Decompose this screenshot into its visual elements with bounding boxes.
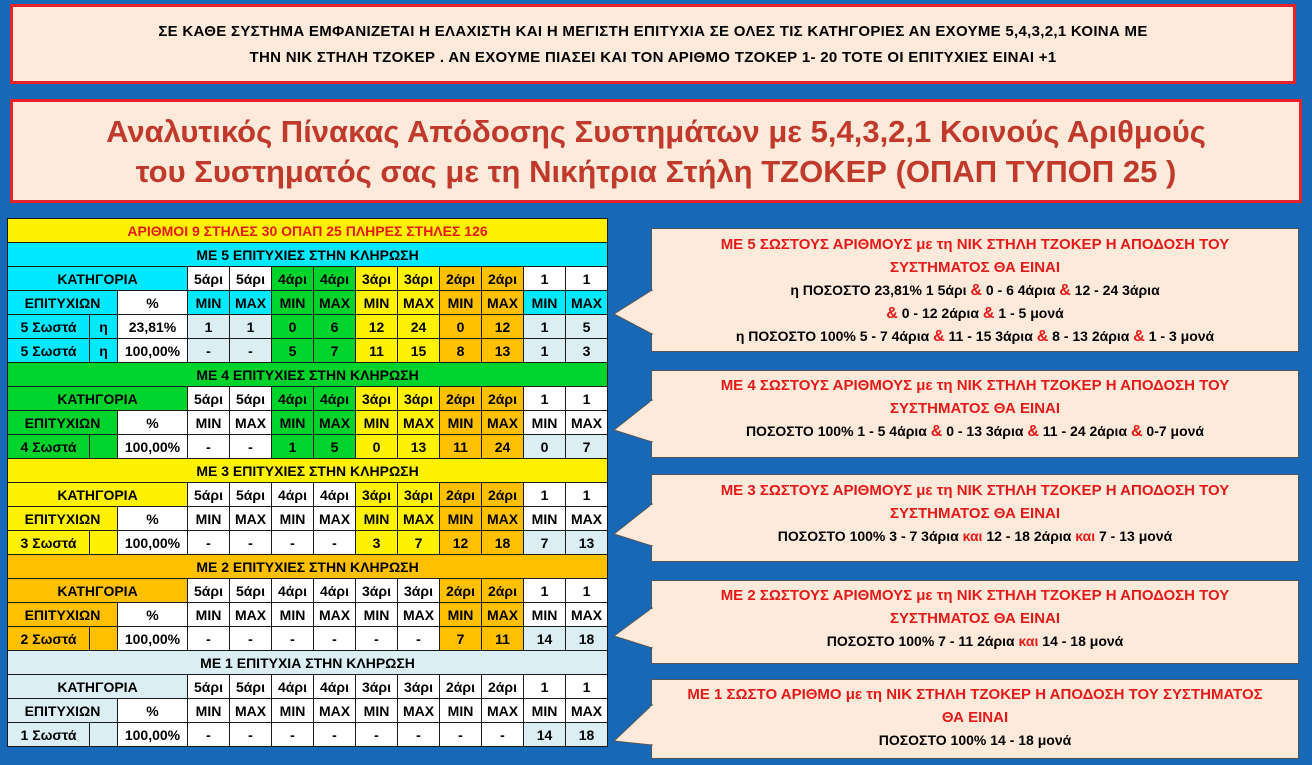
value-cell: - bbox=[272, 723, 314, 747]
value-cell: 1 bbox=[230, 315, 272, 339]
data-row bbox=[8, 531, 608, 555]
info-row bbox=[8, 219, 608, 243]
minmax-header: MAX bbox=[314, 507, 356, 531]
value-cell: - bbox=[188, 627, 230, 651]
minmax-header: MIN bbox=[188, 507, 230, 531]
value-cell: - bbox=[230, 339, 272, 363]
minmax-header: MAX bbox=[482, 603, 524, 627]
successes-label: ΕΠΙΤΥΧΙΩΝ bbox=[8, 411, 118, 435]
minmax-header: MIN bbox=[356, 291, 398, 315]
ampersand: & bbox=[1036, 328, 1049, 345]
value-cell: 12 bbox=[356, 315, 398, 339]
ampersand: & bbox=[970, 282, 982, 299]
group-header: 3άρι bbox=[398, 387, 440, 411]
value-cell: 13 bbox=[566, 531, 608, 555]
group-header: 4άρι bbox=[314, 267, 356, 291]
text: 0 - 13 3άρια bbox=[946, 423, 1024, 439]
minmax-header: MIN bbox=[524, 411, 566, 435]
percent-label: % bbox=[118, 291, 188, 315]
minmax-header: MAX bbox=[482, 507, 524, 531]
row-eta bbox=[90, 531, 118, 555]
minmax-header: MAX bbox=[482, 411, 524, 435]
text: η ΠΟΣΟΣΤΟ 23,81% 1 5άρι bbox=[790, 282, 967, 298]
bubble-2-heading-1: ΜΕ 2 ΣΩΣΤΟΥΣ ΑΡΙΘΜΟΥΣ με τη ΝΙΚ ΣΤΗΛΗ ΤΖΟΚΕΡ Η ΑΠΟΔΟΣΗ ΤΟΥ bbox=[720, 587, 1230, 604]
value-cell: 11 bbox=[440, 435, 482, 459]
minmax-row bbox=[8, 507, 608, 531]
value-cell: 0 bbox=[440, 315, 482, 339]
group-header: 3άρι bbox=[398, 579, 440, 603]
category-label: ΚΑΤΗΓΟΡΙΑ bbox=[8, 483, 188, 507]
section-heading: ΜΕ 3 ΕΠΙΤΥΧΙΕΣ ΣΤΗΝ ΚΛΗΡΩΣΗ bbox=[8, 459, 608, 483]
group-header: 1 bbox=[524, 579, 566, 603]
successes-label: ΕΠΙΤΥΧΙΩΝ bbox=[8, 291, 118, 315]
value-cell: - bbox=[188, 435, 230, 459]
group-header: 1 bbox=[566, 267, 608, 291]
value-cell: 7 bbox=[524, 531, 566, 555]
ampersand: & bbox=[1130, 423, 1143, 440]
minmax-header: MAX bbox=[566, 411, 608, 435]
minmax-header: MIN bbox=[440, 603, 482, 627]
minmax-header: MAX bbox=[566, 603, 608, 627]
value-cell: - bbox=[356, 723, 398, 747]
minmax-header: MAX bbox=[314, 603, 356, 627]
group-header: 1 bbox=[524, 387, 566, 411]
group-header: 5άρι bbox=[188, 675, 230, 699]
row-percent: 100,00% bbox=[118, 627, 188, 651]
group-header: 5άρι bbox=[188, 579, 230, 603]
minmax-header: MIN bbox=[188, 291, 230, 315]
section-heading: ΜΕ 2 ΕΠΙΤΥΧΙΕΣ ΣΤΗΝ ΚΛΗΡΩΣΗ bbox=[8, 555, 608, 579]
text: η ΠΟΣΟΣΤΟ 100% 5 - 7 4άρια bbox=[735, 328, 930, 344]
minmax-header: MIN bbox=[272, 699, 314, 723]
minmax-header: MIN bbox=[440, 411, 482, 435]
value-cell: 3 bbox=[566, 339, 608, 363]
percent-label: % bbox=[118, 507, 188, 531]
section-heading: ΜΕ 5 ΕΠΙΤΥΧΙΕΣ ΣΤΗΝ ΚΛΗΡΩΣΗ bbox=[8, 243, 608, 267]
row-percent: 100,00% bbox=[118, 435, 188, 459]
value-cell: - bbox=[272, 627, 314, 651]
value-cell: - bbox=[188, 339, 230, 363]
bubble-1-pointer bbox=[612, 703, 654, 749]
top-notice-banner bbox=[10, 4, 1296, 84]
performance-table bbox=[7, 218, 608, 747]
value-cell: - bbox=[314, 531, 356, 555]
bubble-two-correct bbox=[651, 580, 1299, 664]
value-cell: 0 bbox=[524, 435, 566, 459]
percent-label: % bbox=[118, 699, 188, 723]
value-cell: 5 bbox=[314, 435, 356, 459]
row-eta bbox=[90, 723, 118, 747]
group-header: 5άρι bbox=[230, 483, 272, 507]
group-header: 4άρι bbox=[272, 483, 314, 507]
group-header: 3άρι bbox=[356, 387, 398, 411]
value-cell: 7 bbox=[314, 339, 356, 363]
group-header: 5άρι bbox=[188, 267, 230, 291]
data-row bbox=[8, 723, 608, 747]
minmax-header: MIN bbox=[272, 411, 314, 435]
bubble-4-line-1 bbox=[652, 420, 1298, 443]
title-line-2: του Συστηματός σας με τη Νικήτρια Στήλη ΤΖΟΚΕΡ (ΟΠΑΠ ΤΥΠΟΠ 25 ) bbox=[135, 154, 1177, 189]
group-header: 5άρι bbox=[230, 579, 272, 603]
bubble-5-heading-1: ΜΕ 5 ΣΩΣΤΟΥΣ ΑΡΙΘΜΟΥΣ με τη ΝΙΚ ΣΤΗΛΗ ΤΖΟΚΕΡ Η ΑΠΟΔΟΣΗ ΤΟΥ bbox=[720, 236, 1230, 253]
group-header: 3άρι bbox=[356, 675, 398, 699]
value-cell: - bbox=[230, 435, 272, 459]
bubble-1-line-1: ΠΟΣΟΣΤΟ 100% 14 - 18 μονά bbox=[878, 732, 1072, 748]
row-percent: 23,81% bbox=[118, 315, 188, 339]
group-header: 1 bbox=[524, 675, 566, 699]
value-cell: 5 bbox=[566, 315, 608, 339]
minmax-header: MIN bbox=[356, 699, 398, 723]
minmax-header: MAX bbox=[230, 699, 272, 723]
minmax-header: MIN bbox=[524, 291, 566, 315]
row-percent: 100,00% bbox=[118, 723, 188, 747]
value-cell: 11 bbox=[356, 339, 398, 363]
minmax-header: MIN bbox=[272, 507, 314, 531]
ampersand: & bbox=[886, 305, 898, 322]
page-title bbox=[10, 99, 1302, 203]
group-header: 1 bbox=[524, 483, 566, 507]
section-heading-row bbox=[8, 363, 608, 387]
group-header-row bbox=[8, 267, 608, 291]
text: 8 - 13 2άρια bbox=[1052, 328, 1130, 344]
bubble-1-heading-2: ΘΑ ΕΙΝΑΙ bbox=[941, 709, 1009, 726]
group-header: 4άρι bbox=[314, 579, 356, 603]
value-cell: 14 bbox=[524, 723, 566, 747]
row-eta: η bbox=[90, 315, 118, 339]
data-row bbox=[8, 627, 608, 651]
value-cell: 18 bbox=[566, 723, 608, 747]
value-cell: - bbox=[398, 627, 440, 651]
minmax-header: MAX bbox=[398, 507, 440, 531]
bubble-2-heading-2: ΣΥΣΤΗΜΑΤΟΣ ΘΑ ΕΙΝΑΙ bbox=[889, 610, 1061, 627]
value-cell: 24 bbox=[482, 435, 524, 459]
minmax-header: MAX bbox=[314, 291, 356, 315]
group-header: 4άρι bbox=[272, 579, 314, 603]
bubble-one-correct bbox=[651, 679, 1299, 759]
minmax-header: MAX bbox=[566, 699, 608, 723]
value-cell: 5 bbox=[272, 339, 314, 363]
category-label: ΚΑΤΗΓΟΡΙΑ bbox=[8, 579, 188, 603]
text: 14 - 18 μονά bbox=[1042, 633, 1124, 649]
value-cell: 12 bbox=[482, 315, 524, 339]
value-cell: 7 bbox=[398, 531, 440, 555]
group-header: 3άρι bbox=[398, 675, 440, 699]
text: ΠΟΣΟΣΤΟ 100% 3 - 7 3άρια bbox=[777, 528, 959, 544]
text: 0 - 12 2άρια bbox=[901, 305, 979, 321]
data-row bbox=[8, 435, 608, 459]
row-label: 5 Σωστά bbox=[8, 315, 90, 339]
row-eta bbox=[90, 435, 118, 459]
data-row bbox=[8, 339, 608, 363]
group-header: 5άρι bbox=[188, 387, 230, 411]
group-header: 4άρι bbox=[272, 267, 314, 291]
title-line-1: Αναλυτικός Πίνακας Απόδοσης Συστημάτων με 5,4,3,2,1 Κοινούς Αριθμούς bbox=[106, 114, 1206, 149]
value-cell: - bbox=[188, 531, 230, 555]
value-cell: - bbox=[356, 627, 398, 651]
group-header-row bbox=[8, 483, 608, 507]
text: ΠΟΣΟΣΤΟ 100% 7 - 11 2άρια bbox=[826, 633, 1015, 649]
row-label: 4 Σωστά bbox=[8, 435, 90, 459]
bubble-4-heading-2: ΣΥΣΤΗΜΑΤΟΣ ΘΑ ΕΙΝΑΙ bbox=[889, 400, 1061, 417]
value-cell: - bbox=[272, 531, 314, 555]
value-cell: - bbox=[230, 531, 272, 555]
value-cell: 8 bbox=[440, 339, 482, 363]
row-percent: 100,00% bbox=[118, 339, 188, 363]
value-cell: 7 bbox=[440, 627, 482, 651]
minmax-row bbox=[8, 411, 608, 435]
section-heading: ΜΕ 1 ΕΠΙΤΥΧΙΑ ΣΤΗΝ ΚΛΗΡΩΣΗ bbox=[8, 651, 608, 675]
section-heading-row bbox=[8, 243, 608, 267]
group-header: 2άρι bbox=[440, 675, 482, 699]
row-label: 2 Σωστά bbox=[8, 627, 90, 651]
minmax-header: MAX bbox=[230, 603, 272, 627]
percent-label: % bbox=[118, 603, 188, 627]
value-cell: 1 bbox=[272, 435, 314, 459]
minmax-header: MIN bbox=[188, 411, 230, 435]
minmax-row bbox=[8, 603, 608, 627]
value-cell: 13 bbox=[398, 435, 440, 459]
row-eta bbox=[90, 627, 118, 651]
minmax-header: MIN bbox=[440, 507, 482, 531]
value-cell: 14 bbox=[524, 627, 566, 651]
minmax-header: MIN bbox=[524, 603, 566, 627]
minmax-header: MAX bbox=[482, 291, 524, 315]
bubble-5-line-3 bbox=[652, 325, 1298, 348]
value-cell: - bbox=[398, 723, 440, 747]
section-heading-row bbox=[8, 555, 608, 579]
ampersand: & bbox=[1059, 282, 1071, 299]
group-header: 2άρι bbox=[482, 579, 524, 603]
text: 12 - 18 2άρια bbox=[986, 528, 1072, 544]
group-header: 4άρι bbox=[314, 483, 356, 507]
bubble-2-pointer bbox=[612, 606, 654, 652]
group-header: 2άρι bbox=[440, 267, 482, 291]
value-cell: 1 bbox=[188, 315, 230, 339]
minmax-header: MIN bbox=[356, 411, 398, 435]
value-cell: - bbox=[440, 723, 482, 747]
group-header: 3άρι bbox=[398, 483, 440, 507]
bubble-5-heading-2: ΣΥΣΤΗΜΑΤΟΣ ΘΑ ΕΙΝΑΙ bbox=[889, 259, 1061, 276]
value-cell: 3 bbox=[356, 531, 398, 555]
text: 1 - 3 μονά bbox=[1148, 328, 1215, 344]
row-eta: η bbox=[90, 339, 118, 363]
bubble-5-line-2 bbox=[652, 302, 1298, 325]
group-header: 1 bbox=[566, 675, 608, 699]
bubble-3-pointer bbox=[612, 502, 654, 550]
value-cell: 6 bbox=[314, 315, 356, 339]
group-header: 2άρι bbox=[482, 483, 524, 507]
text: 11 - 24 2άρια bbox=[1042, 423, 1128, 439]
value-cell: 12 bbox=[440, 531, 482, 555]
value-cell: 0 bbox=[272, 315, 314, 339]
group-header: 5άρι bbox=[188, 483, 230, 507]
group-header-row bbox=[8, 675, 608, 699]
minmax-header: MIN bbox=[440, 291, 482, 315]
minmax-header: MAX bbox=[230, 411, 272, 435]
minmax-header: MAX bbox=[398, 291, 440, 315]
bubble-five-correct bbox=[651, 228, 1299, 352]
minmax-header: MIN bbox=[272, 603, 314, 627]
bubble-2-line-1 bbox=[652, 630, 1298, 653]
value-cell: - bbox=[314, 723, 356, 747]
bubble-4-heading-1: ΜΕ 4 ΣΩΣΤΟΥΣ ΑΡΙΘΜΟΥΣ με τη ΝΙΚ ΣΤΗΛΗ ΤΖΟΚΕΡ Η ΑΠΟΔΟΣΗ ΤΟΥ bbox=[720, 377, 1230, 394]
group-header: 3άρι bbox=[356, 483, 398, 507]
value-cell: - bbox=[482, 723, 524, 747]
group-header: 3άρι bbox=[398, 267, 440, 291]
minmax-header: MAX bbox=[566, 507, 608, 531]
text: 0-7 μονά bbox=[1146, 423, 1205, 439]
value-cell: 11 bbox=[482, 627, 524, 651]
bubble-1-heading-1: ΜΕ 1 ΣΩΣΤΟ ΑΡΙΘΜΟ με τη ΝΙΚ ΣΤΗΛΗ ΤΖΟΚΕΡ Η ΑΠΟΔΟΣΗ ΤΟΥ ΣΥΣΤΗΜΑΤΟΣ bbox=[687, 686, 1263, 703]
value-cell: 18 bbox=[482, 531, 524, 555]
successes-label: ΕΠΙΤΥΧΙΩΝ bbox=[8, 603, 118, 627]
and-word: και bbox=[1075, 528, 1096, 544]
value-cell: 1 bbox=[524, 315, 566, 339]
data-row bbox=[8, 315, 608, 339]
row-label: 1 Σωστά bbox=[8, 723, 90, 747]
category-label: ΚΑΤΗΓΟΡΙΑ bbox=[8, 675, 188, 699]
successes-label: ΕΠΙΤΥΧΙΩΝ bbox=[8, 699, 118, 723]
minmax-header: MIN bbox=[440, 699, 482, 723]
value-cell: 0 bbox=[356, 435, 398, 459]
group-header: 3άρι bbox=[356, 267, 398, 291]
category-label: ΚΑΤΗΓΟΡΙΑ bbox=[8, 387, 188, 411]
row-label: 3 Σωστά bbox=[8, 531, 90, 555]
section-heading-row bbox=[8, 651, 608, 675]
value-cell: 7 bbox=[566, 435, 608, 459]
text: 11 - 15 3άρια bbox=[948, 328, 1033, 344]
info-row-text: ΑΡΙΘΜΟΙ 9 ΣΤΗΛΕΣ 30 ΟΠΑΠ 25 ΠΛΗΡΕΣ ΣΤΗΛΕΣ 126 bbox=[8, 219, 608, 243]
ampersand: & bbox=[933, 328, 945, 345]
group-header: 2άρι bbox=[440, 579, 482, 603]
bubble-5-line-1 bbox=[652, 279, 1298, 302]
text: 12 - 24 3άρια bbox=[1074, 282, 1160, 298]
minmax-row bbox=[8, 291, 608, 315]
value-cell: - bbox=[230, 627, 272, 651]
minmax-header: MAX bbox=[566, 291, 608, 315]
minmax-row bbox=[8, 699, 608, 723]
value-cell: 24 bbox=[398, 315, 440, 339]
group-header: 5άρι bbox=[230, 387, 272, 411]
value-cell: 1 bbox=[524, 339, 566, 363]
group-header: 2άρι bbox=[440, 387, 482, 411]
minmax-header: MAX bbox=[314, 699, 356, 723]
notice-line-1: ΣΕ ΚΑΘΕ ΣΥΣΤΗΜΑ ΕΜΦΑΝΙΖΕΤΑΙ Η ΕΛΑΧΙΣΤΗ ΚΑΙ Η ΜΕΓΙΣΤΗ ΕΠΙΤΥΧΙΑ ΣΕ ΟΛΕΣ ΤΙΣ ΚΑΤΗΓΟΡΙΕΣ ΑΝ ΕΧΟΥΜΕ 5,4,3,2,1 ΚΟΙΝΑ ΜΕ bbox=[158, 23, 1148, 40]
and-word: και bbox=[1018, 633, 1039, 649]
and-word: και bbox=[962, 528, 983, 544]
group-header-row bbox=[8, 579, 608, 603]
value-cell: - bbox=[230, 723, 272, 747]
ampersand: & bbox=[1027, 423, 1039, 440]
group-header: 4άρι bbox=[272, 675, 314, 699]
text: 0 - 6 4άρια bbox=[985, 282, 1056, 298]
value-cell: 15 bbox=[398, 339, 440, 363]
group-header: 4άρι bbox=[272, 387, 314, 411]
minmax-header: MAX bbox=[230, 507, 272, 531]
minmax-header: MIN bbox=[356, 507, 398, 531]
minmax-header: MIN bbox=[524, 699, 566, 723]
ampersand: & bbox=[982, 305, 995, 322]
bubble-4-pointer bbox=[612, 398, 654, 446]
minmax-header: MIN bbox=[524, 507, 566, 531]
section-heading-row bbox=[8, 459, 608, 483]
ampersand: & bbox=[930, 423, 943, 440]
value-cell: 13 bbox=[482, 339, 524, 363]
bubble-three-correct bbox=[651, 474, 1299, 562]
group-header-row bbox=[8, 387, 608, 411]
minmax-header: MAX bbox=[230, 291, 272, 315]
bubble-3-heading-2: ΣΥΣΤΗΜΑΤΟΣ ΘΑ ΕΙΝΑΙ bbox=[889, 505, 1061, 522]
value-cell: - bbox=[188, 723, 230, 747]
ampersand: & bbox=[1133, 328, 1145, 345]
minmax-header: MIN bbox=[356, 603, 398, 627]
minmax-header: MAX bbox=[398, 411, 440, 435]
value-cell: 18 bbox=[566, 627, 608, 651]
group-header: 4άρι bbox=[314, 387, 356, 411]
row-label: 5 Σωστά bbox=[8, 339, 90, 363]
bubble-3-line-1 bbox=[652, 525, 1298, 548]
bubble-3-heading-1: ΜΕ 3 ΣΩΣΤΟΥΣ ΑΡΙΘΜΟΥΣ με τη ΝΙΚ ΣΤΗΛΗ ΤΖΟΚΕΡ Η ΑΠΟΔΟΣΗ ΤΟΥ bbox=[720, 482, 1230, 499]
minmax-header: MAX bbox=[314, 411, 356, 435]
row-percent: 100,00% bbox=[118, 531, 188, 555]
bubble-5-pointer bbox=[612, 288, 654, 338]
group-header: 3άρι bbox=[356, 579, 398, 603]
minmax-header: MAX bbox=[398, 603, 440, 627]
group-header: 5άρι bbox=[230, 267, 272, 291]
bubble-four-correct bbox=[651, 370, 1299, 458]
group-header: 2άρι bbox=[482, 675, 524, 699]
minmax-header: MIN bbox=[188, 603, 230, 627]
group-header: 1 bbox=[524, 267, 566, 291]
minmax-header: MIN bbox=[272, 291, 314, 315]
group-header: 2άρι bbox=[440, 483, 482, 507]
group-header: 2άρι bbox=[482, 267, 524, 291]
group-header: 5άρι bbox=[230, 675, 272, 699]
group-header: 4άρι bbox=[314, 675, 356, 699]
successes-label: ΕΠΙΤΥΧΙΩΝ bbox=[8, 507, 118, 531]
group-header: 1 bbox=[566, 483, 608, 507]
notice-line-2: ΤΗΝ ΝΙΚ ΣΤΗΛΗ ΤΖΟΚΕΡ . ΑΝ ΕΧΟΥΜΕ ΠΙΑΣΕΙ ΚΑΙ ΤΟΝ ΑΡΙΘΜΟ ΤΖΟΚΕΡ 1- 20 ΤΟΤΕ ΟΙ ΕΠΙΤΥΧΙΕΣ ΕΙΝΑΙ +1 bbox=[249, 49, 1057, 66]
value-cell: - bbox=[314, 627, 356, 651]
minmax-header: MAX bbox=[398, 699, 440, 723]
category-label: ΚΑΤΗΓΟΡΙΑ bbox=[8, 267, 188, 291]
minmax-header: MIN bbox=[188, 699, 230, 723]
percent-label: % bbox=[118, 411, 188, 435]
group-header: 2άρι bbox=[482, 387, 524, 411]
text: 1 - 5 μονά bbox=[998, 305, 1064, 321]
group-header: 1 bbox=[566, 579, 608, 603]
section-heading: ΜΕ 4 ΕΠΙΤΥΧΙΕΣ ΣΤΗΝ ΚΛΗΡΩΣΗ bbox=[8, 363, 608, 387]
text: ΠΟΣΟΣΤΟ 100% 1 - 5 4άρια bbox=[745, 423, 927, 439]
text: 7 - 13 μονά bbox=[1099, 528, 1173, 544]
group-header: 1 bbox=[566, 387, 608, 411]
minmax-header: MAX bbox=[482, 699, 524, 723]
